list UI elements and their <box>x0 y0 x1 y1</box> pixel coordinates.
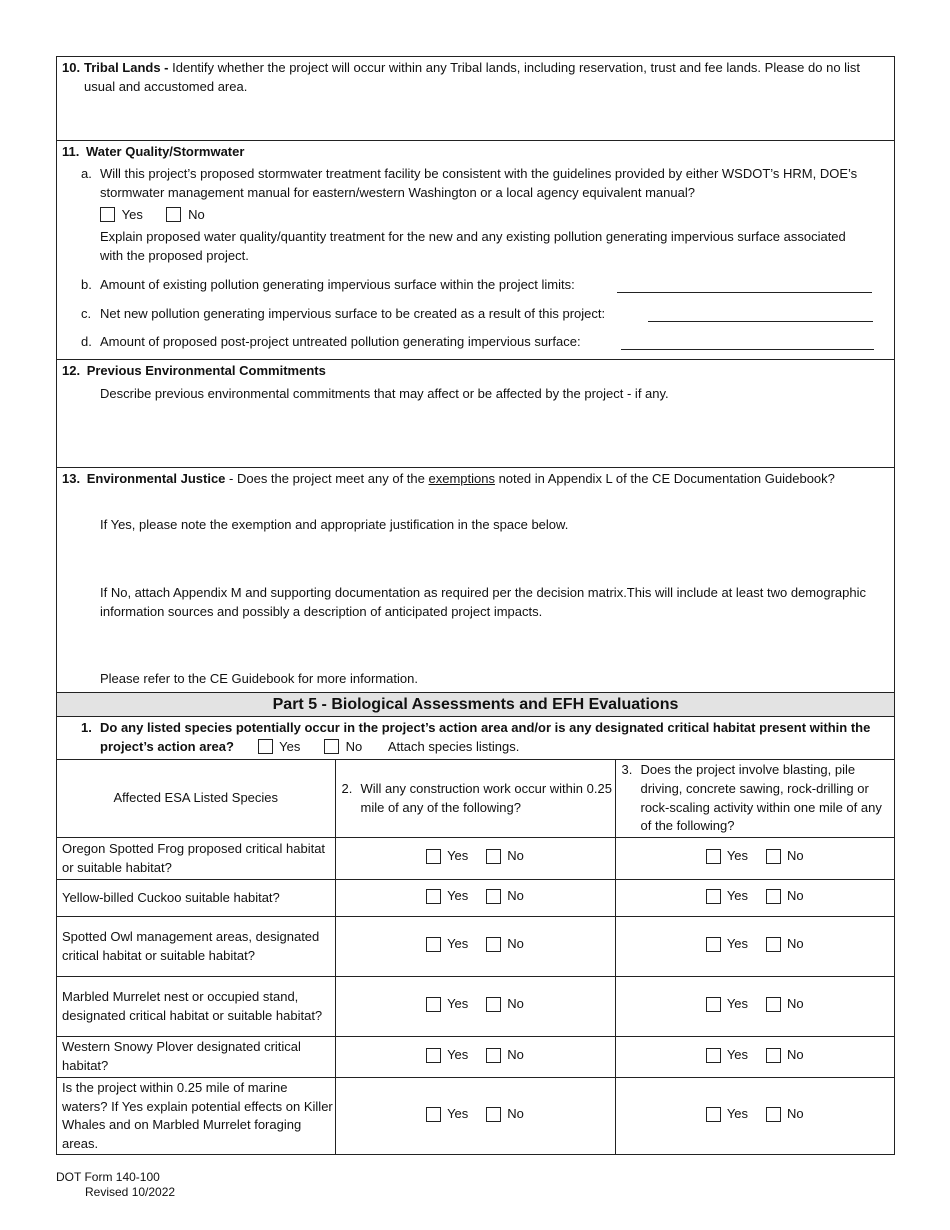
col-construction-work: Will any construction work occur within 0.25 mile of any of the following? <box>360 780 612 815</box>
no-label: No <box>507 996 524 1012</box>
no-label: No <box>787 887 804 903</box>
species-cell: Is the project within 0.25 mile of marine waters? If Yes explain potential effects on Killer Whales and on Marbled Murrelet foraging areas. <box>57 1078 335 1155</box>
q11a-no-label: No <box>188 207 205 222</box>
p5q1-no-label: No <box>345 738 363 754</box>
form-frame <box>56 56 895 1155</box>
q11a-yes-no <box>100 206 205 225</box>
footer <box>56 1170 175 1200</box>
p5q1-no-checkbox[interactable] <box>324 739 339 754</box>
q3-yes-checkbox[interactable] <box>706 1107 721 1122</box>
p5q1-text: Do any listed species potentially occur in the project’s action area and/or is any designated critical habitat present within the project’s action area? <box>100 720 871 754</box>
species-cell: Western Snowy Plover designated critical habitat? <box>57 1037 335 1078</box>
q2-yes-checkbox[interactable] <box>426 1107 441 1122</box>
col-affected-species: Affected ESA Listed Species <box>57 760 335 838</box>
q2-yes-checkbox[interactable] <box>426 889 441 904</box>
q2-yes-checkbox[interactable] <box>426 1048 441 1063</box>
section-tribal-lands <box>57 57 894 141</box>
no-label: No <box>507 848 524 864</box>
q3-no-checkbox[interactable] <box>766 937 781 952</box>
q12-text: Describe previous environmental commitments that may affect or be affected by the project - if any. <box>100 386 669 401</box>
q12-title: Previous Environmental Commitments <box>86 363 326 378</box>
no-label: No <box>787 996 804 1012</box>
q2-yes-checkbox[interactable] <box>426 937 441 952</box>
no-label: No <box>787 848 804 864</box>
table-row <box>57 1078 894 1155</box>
q11a-no-checkbox[interactable] <box>166 207 181 222</box>
col3-number: 3. <box>621 762 633 778</box>
q3-yes-checkbox[interactable] <box>706 1048 721 1063</box>
table-row <box>57 838 894 880</box>
q2-yes-checkbox[interactable] <box>426 849 441 864</box>
yes-label: Yes <box>447 887 469 903</box>
q11a-letter: a. <box>81 166 92 181</box>
p5q1-attach: Attach species listings. <box>387 738 520 754</box>
q3-no-checkbox[interactable] <box>766 849 781 864</box>
species-cell: Spotted Owl management areas, designated critical habitat or suitable habitat? <box>57 917 335 977</box>
table-row <box>57 917 894 977</box>
exemptions-link[interactable]: exemptions <box>428 471 495 486</box>
yes-label: Yes <box>726 848 749 864</box>
yes-label: Yes <box>726 1046 749 1062</box>
col-blasting-activity: Does the project involve blasting, pile driving, concrete sawing, rock-drilling or rock-scaling activity within one mile of any of the following? <box>640 762 882 834</box>
q2-no-checkbox[interactable] <box>486 849 501 864</box>
no-label: No <box>507 1106 524 1122</box>
table-header-row <box>57 760 894 838</box>
q11d-letter: d. <box>81 334 92 349</box>
q2-no-checkbox[interactable] <box>486 889 501 904</box>
species-cell: Oregon Spotted Frog proposed critical habitat or suitable habitat? <box>57 838 335 880</box>
species-table <box>57 759 894 1155</box>
no-label: No <box>787 936 804 952</box>
table-row <box>57 1037 894 1078</box>
no-label: No <box>507 887 524 903</box>
col2-number: 2. <box>341 780 353 796</box>
q3-no-checkbox[interactable] <box>766 1048 781 1063</box>
yes-label: Yes <box>447 1046 469 1062</box>
section-water-quality <box>57 141 894 360</box>
q2-no-checkbox[interactable] <box>486 1107 501 1122</box>
no-label: No <box>507 1046 524 1062</box>
yes-label: Yes <box>726 996 749 1012</box>
q3-no-checkbox[interactable] <box>766 1107 781 1122</box>
q11a-yes-label: Yes <box>121 207 143 222</box>
no-label: No <box>787 1046 804 1062</box>
q11a-explain: Explain proposed water quality/quantity treatment for the new and any existing pollution generating impervious surface associated with the proposed project. <box>100 229 846 263</box>
yes-label: Yes <box>726 936 749 952</box>
q3-yes-checkbox[interactable] <box>706 937 721 952</box>
form-number: DOT Form 140-100 <box>56 1170 160 1184</box>
q11d-answer-line[interactable] <box>621 349 874 350</box>
q3-no-checkbox[interactable] <box>766 889 781 904</box>
q2-no-checkbox[interactable] <box>486 1048 501 1063</box>
q11a-text: Will this project’s proposed stormwater treatment facility be consistent with the guidelines provided by either WSDOT’s HRM, DOE’s stormwater management manual for eastern/western Washington or a local agency equivalent manual? <box>100 166 858 200</box>
q11-title: Water Quality/Stormwater <box>85 144 245 159</box>
q11d-text: Amount of proposed post-project untreated pollution generating impervious surface: <box>100 334 581 349</box>
revised-date: Revised 10/2022 <box>85 1185 176 1199</box>
yes-label: Yes <box>447 936 469 952</box>
q2-yes-checkbox[interactable] <box>426 997 441 1012</box>
species-cell: Marbled Murrelet nest or occupied stand, designated critical habitat or suitable habitat? <box>57 977 335 1037</box>
part5-q1 <box>81 719 881 754</box>
yes-label: Yes <box>447 848 469 864</box>
table-row <box>57 977 894 1037</box>
q11c-answer-line[interactable] <box>648 321 873 322</box>
q10-number: 10. <box>62 60 81 75</box>
table-row <box>57 880 894 917</box>
q3-no-checkbox[interactable] <box>766 997 781 1012</box>
q11b-answer-line[interactable] <box>617 292 872 293</box>
q11c-text: Net new pollution generating impervious surface to be created as a result of this project: <box>100 306 606 321</box>
p5q1-number: 1. <box>81 720 92 735</box>
q3-yes-checkbox[interactable] <box>706 889 721 904</box>
q3-yes-checkbox[interactable] <box>706 997 721 1012</box>
q11b-text: Amount of existing pollution generating impervious surface within the project limits: <box>100 277 575 292</box>
q13-if-yes: If Yes, please note the exemption and appropriate justification in the space below. <box>100 517 569 532</box>
q13-if-no: If No, attach Appendix M and supporting documentation as required per the decision matrix.This will include at least two demographic information sources and possibly a description of anticipated project impacts. <box>100 585 866 619</box>
q10-text: Identify whether the project will occur within any Tribal lands, including reservation, trust and fee lands. Please do no list usual and accustomed area. <box>84 60 861 94</box>
q11c-letter: c. <box>81 306 92 321</box>
species-cell: Yellow-billed Cuckoo suitable habitat? <box>57 880 335 917</box>
q13-number: 13. <box>62 471 81 486</box>
q11b-letter: b. <box>81 277 92 292</box>
no-label: No <box>507 936 524 952</box>
q11a-yes-checkbox[interactable] <box>100 207 115 222</box>
p5q1-yes-label: Yes <box>279 738 301 754</box>
q13-refer: Please refer to the CE Guidebook for more information. <box>100 671 418 686</box>
q11-number: 11. <box>62 144 80 159</box>
q10-title: Tribal Lands - <box>84 60 169 75</box>
part5-header: Part 5 - Biological Assessments and EFH Evaluations <box>57 692 894 717</box>
p5q1-yes-checkbox[interactable] <box>258 739 273 754</box>
q13-text-pre: - Does the project meet any of the <box>225 471 429 486</box>
q13-title: Environmental Justice <box>86 471 226 486</box>
q2-no-checkbox[interactable] <box>486 997 501 1012</box>
yes-label: Yes <box>447 1106 469 1122</box>
q13-text-post: noted in Appendix L of the CE Documentation Guidebook? <box>494 471 835 486</box>
q2-no-checkbox[interactable] <box>486 937 501 952</box>
yes-label: Yes <box>726 887 749 903</box>
q3-yes-checkbox[interactable] <box>706 849 721 864</box>
yes-label: Yes <box>447 996 469 1012</box>
q12-number: 12. <box>62 363 81 378</box>
no-label: No <box>787 1106 804 1122</box>
section-previous-commitments <box>57 360 894 468</box>
section-environmental-justice <box>57 468 894 693</box>
yes-label: Yes <box>726 1106 749 1122</box>
